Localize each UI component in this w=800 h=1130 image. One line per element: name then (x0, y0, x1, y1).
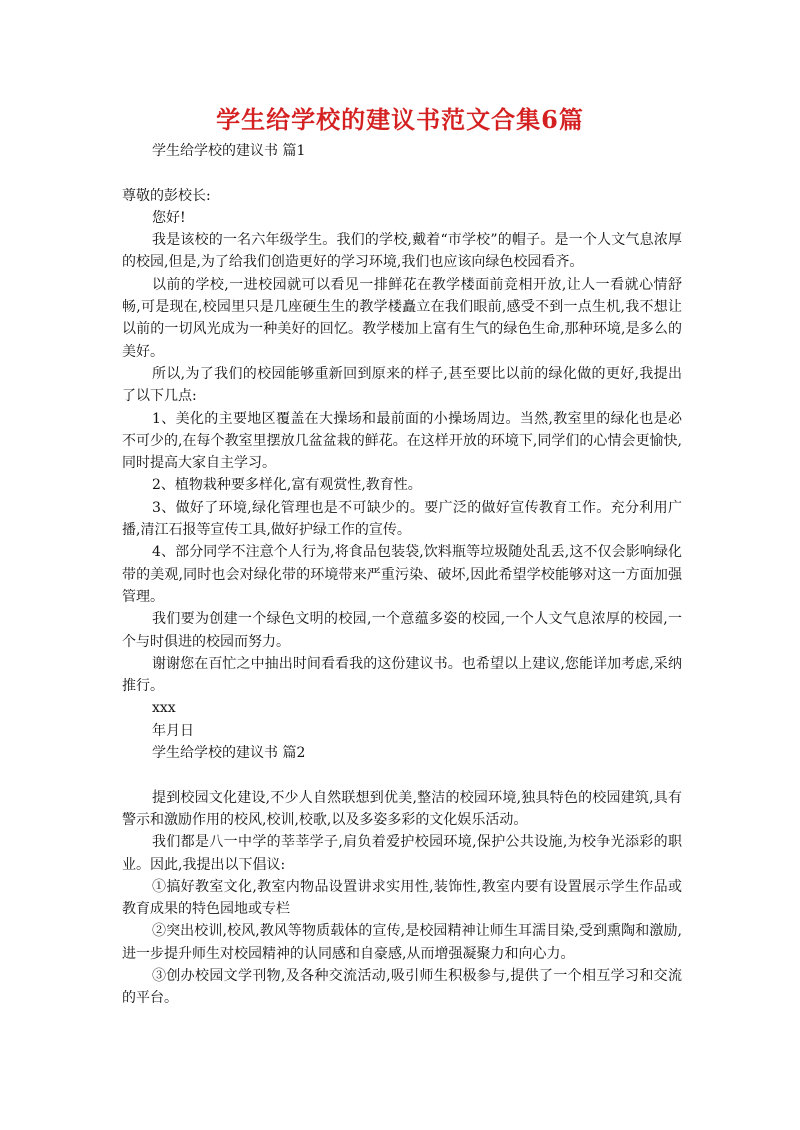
section-heading: 学生给学校的建议书 篇2 (152, 745, 306, 762)
list-item: 1、美化的主要地区覆盖在大操场和最前面的小操场周边。当然,教室里的绿化也是必不可少的,在每个教室里摆放几盆盆栽的鲜花。在这样开放的环境下,同学们的心情会更愉快,同时提高大家自主学习。 (122, 410, 682, 472)
salutation: 尊敬的彭校长: (122, 187, 211, 204)
list-item: 4、部分同学不注意个人行为,将食品包装袋,饮料瓶等垃圾随处乱丢,这不仅会影响绿化带的美观,同时也会对绿化带的环境带来严重污染、破坏,因此希望学校能够对这一方面加强管理。 (122, 544, 682, 605)
list-item: ①搞好教室文化,教室内物品设置讲求实用性,装饰性,教室内要有设置展示学生作品或教育成果的特色园地或专栏 (122, 878, 682, 918)
paragraph: 我是该校的一名六年级学生。我们的学校,戴着“市学校”的帽子。是一个人文气息浓厚的校园,但是,为了给我们创造更好的学习环境,我们也应该向绿色校园看齐。 (122, 232, 682, 271)
paragraph: 提到校园文化建设,不少人自然联想到优美,整洁的校园环境,独具特色的校园建筑,具有警示和激励作用的校风,校训,校歌,以及多姿多彩的文化娱乐活动。 (122, 789, 682, 828)
date: 年月日 (152, 722, 194, 739)
list-item: ③创办校园文学刊物,及各种交流活动,吸引师生积极参与,提供了一个相互学习和交流的平台。 (122, 967, 682, 1007)
list-item: ②突出校训,校风,教风等物质载体的宣传,是校园精神让师生耳濡目染,受到熏陶和激励,进一步提升师生对校园精神的认同感和自豪感,从而增强凝聚力和向心力。 (122, 923, 682, 962)
paragraph: 谢谢您在百忙之中抽出时间看看我的这份建议书。也希望以上建议,您能详加考虑,采纳推行。 (122, 655, 682, 695)
list-item: 3、做好了环境,绿化管理也是不可缺少的。要广泛的做好宣传教育工作。充分利用广播,清江石报等宣传工具,做好护绿工作的宣传。 (122, 499, 682, 539)
blank-line (122, 162, 682, 184)
document-body (122, 140, 682, 1010)
paragraph: 我们要为创建一个绿色文明的校园,一个意蕴多姿的校园,一个人文气息浓厚的校园,一个与时俱进的校园而努力。 (122, 611, 682, 650)
blank-line (122, 764, 682, 786)
signature: xxx (152, 700, 176, 717)
section-heading: 学生给学校的建议书 篇1 (152, 143, 306, 159)
greeting: 您好! (152, 209, 186, 226)
paragraph: 我们都是八一中学的莘莘学子,肩负着爱护校园环境,保护公共设施,为校争光添彩的职业。因此,我提出以下倡议: (122, 834, 682, 873)
list-item: 2、植物栽种要多样化,富有观赏性,教育性。 (152, 477, 422, 494)
paragraph: 以前的学校,一进校园就可以看见一排鲜花在教学楼面前竞相开放,让人一看就心情舒畅,可是现在,校园里只是几座硬生生的教学楼矗立在我们眼前,感受不到一点生机,我不想让以前的一切风光成为一种美好的回忆。教学楼加上富有生气的绿色生命,那种环境,是多么的美好。 (122, 276, 682, 360)
document-title: 学生给学校的建议书范文合集6篇 (216, 105, 584, 134)
paragraph: 所以,为了我们的校园能够重新回到原来的样子,甚至要比以前的绿化做的更好,我提出了以下几点: (122, 365, 682, 405)
